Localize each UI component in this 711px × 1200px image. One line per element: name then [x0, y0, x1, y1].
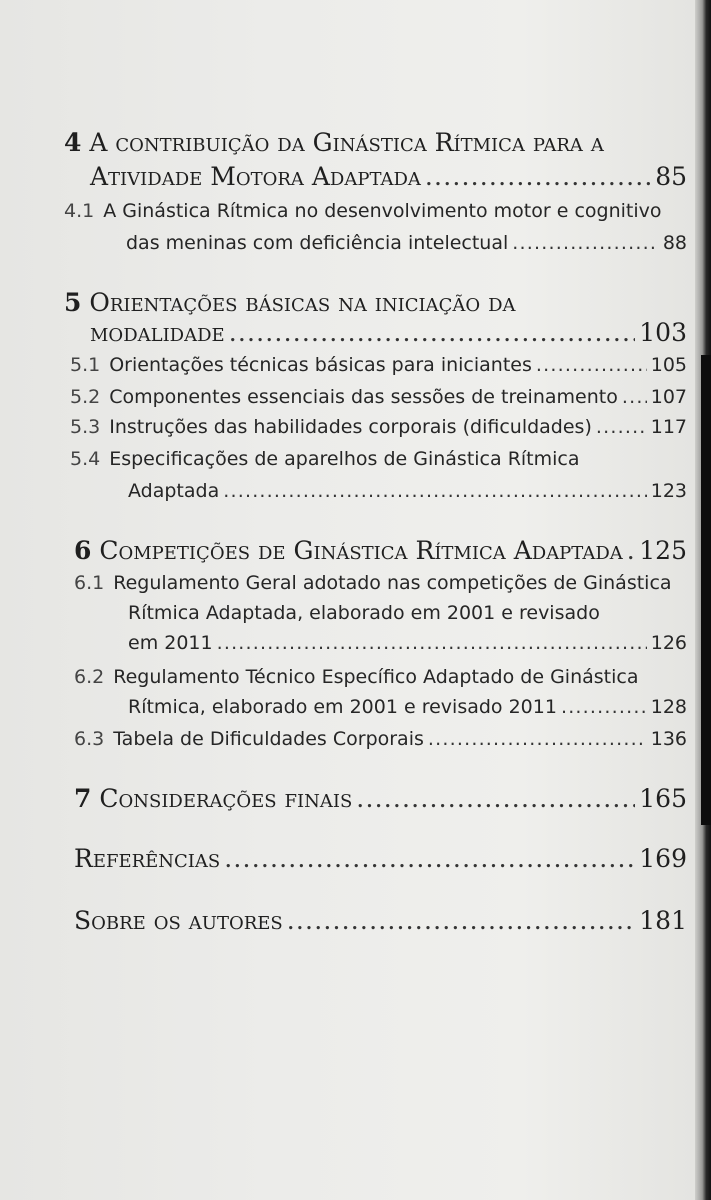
section-title-cont: Rítmica Adaptada, elaborado em 2001 e revisado	[128, 602, 600, 624]
section-6-2-line1	[74, 666, 695, 688]
section-5-2-entry	[70, 386, 687, 408]
chapter-number: 6	[74, 536, 92, 565]
chapter-7-entry	[74, 784, 687, 813]
dot-leader	[627, 536, 636, 565]
chapter-title-cont: Atividade Motora Adaptada	[90, 162, 421, 191]
section-number: 6.2	[74, 666, 105, 688]
section-6-2-entry	[128, 696, 687, 718]
section-number: 5.4	[70, 448, 101, 470]
dot-leader	[224, 844, 635, 873]
dot-leader	[229, 318, 636, 347]
section-5-4-entry	[128, 480, 687, 502]
chapter-number: 4	[64, 128, 82, 157]
chapter-title: Orientações básicas na iniciação da	[89, 288, 516, 317]
chapter-number: 5	[64, 288, 82, 317]
chapter-title: Competições de Ginástica Rítmica Adaptada	[99, 536, 623, 565]
section-number: 6.3	[74, 728, 105, 750]
section-6-1-line1	[74, 572, 695, 594]
spine-shadow	[701, 355, 711, 825]
chapter-5-title-line1	[64, 288, 695, 317]
dot-leader	[217, 632, 647, 654]
references-entry	[74, 844, 687, 873]
section-title: Orientações técnicas básicas para iniciantes	[109, 354, 532, 376]
page-number: 169	[639, 844, 687, 873]
dot-leader	[356, 784, 635, 813]
section-number: 5.1	[70, 354, 101, 376]
section-5-4-line1	[70, 448, 695, 470]
section-number: 6.1	[74, 572, 105, 594]
section-title: Especificações de aparelhos de Ginástica Rítmica	[109, 448, 580, 470]
dot-leader	[223, 480, 647, 502]
dot-leader	[622, 386, 647, 408]
section-6-3-entry	[74, 728, 687, 750]
section-title: Componentes essenciais das sessões de treinamento	[109, 386, 618, 408]
section-number: 5.2	[70, 386, 101, 408]
page-number: 103	[639, 318, 687, 347]
section-4-1-entry	[126, 232, 687, 254]
section-title-cont: Rítmica, elaborado em 2001 e revisado 2011	[128, 696, 557, 718]
page-number: 136	[650, 728, 687, 750]
page-number: 107	[650, 386, 687, 408]
authors-title: Sobre os autores	[74, 906, 283, 935]
references-title: Referências	[74, 844, 221, 873]
section-title: Regulamento Geral adotado nas competições de Ginástica	[113, 572, 672, 594]
authors-entry	[74, 906, 687, 935]
page-number: 181	[639, 906, 687, 935]
chapter-6-entry	[74, 536, 687, 565]
section-6-1-entry	[128, 632, 687, 654]
chapter-4-title-line1	[64, 128, 695, 157]
chapter-5-entry	[90, 318, 687, 347]
section-title: Regulamento Técnico Específico Adaptado de Ginástica	[113, 666, 639, 688]
dot-leader	[428, 728, 647, 750]
page-number: 105	[650, 354, 687, 376]
section-number: 5.3	[70, 416, 101, 438]
page-number: 165	[639, 784, 687, 813]
section-title: A Ginástica Rítmica no desenvolvimento motor e cognitivo	[103, 200, 662, 222]
dot-leader	[561, 696, 647, 718]
dot-leader	[536, 354, 647, 376]
section-5-3-entry	[70, 416, 687, 438]
page-number: 126	[650, 632, 687, 654]
page-number: 117	[650, 416, 687, 438]
section-5-1-entry	[70, 354, 687, 376]
dot-leader	[287, 906, 636, 935]
section-title: Instruções das habilidades corporais (dificuldades)	[109, 416, 592, 438]
dot-leader	[512, 232, 659, 254]
section-title-cont: das meninas com deficiência intelectual	[126, 232, 509, 254]
chapter-title-cont: modalidade	[90, 318, 225, 347]
section-4-1-line1	[64, 200, 695, 222]
section-title-cont: em 2011	[128, 632, 213, 654]
page-number: 85	[655, 162, 687, 191]
chapter-number: 7	[74, 784, 92, 813]
dot-leader	[596, 416, 647, 438]
chapter-title: A contribuição da Ginástica Rítmica para a	[89, 128, 604, 157]
page-number: 88	[662, 232, 687, 254]
section-number: 4.1	[64, 200, 95, 222]
page-number: 125	[639, 536, 687, 565]
page-number: 128	[650, 696, 687, 718]
section-title-cont: Adaptada	[128, 480, 220, 502]
dot-leader	[425, 162, 651, 191]
section-6-1-line2	[128, 602, 695, 624]
section-title: Tabela de Dificuldades Corporais	[113, 728, 424, 750]
chapter-title: Considerações finais	[99, 784, 353, 813]
page-number: 123	[650, 480, 687, 502]
chapter-4-entry	[90, 162, 687, 191]
